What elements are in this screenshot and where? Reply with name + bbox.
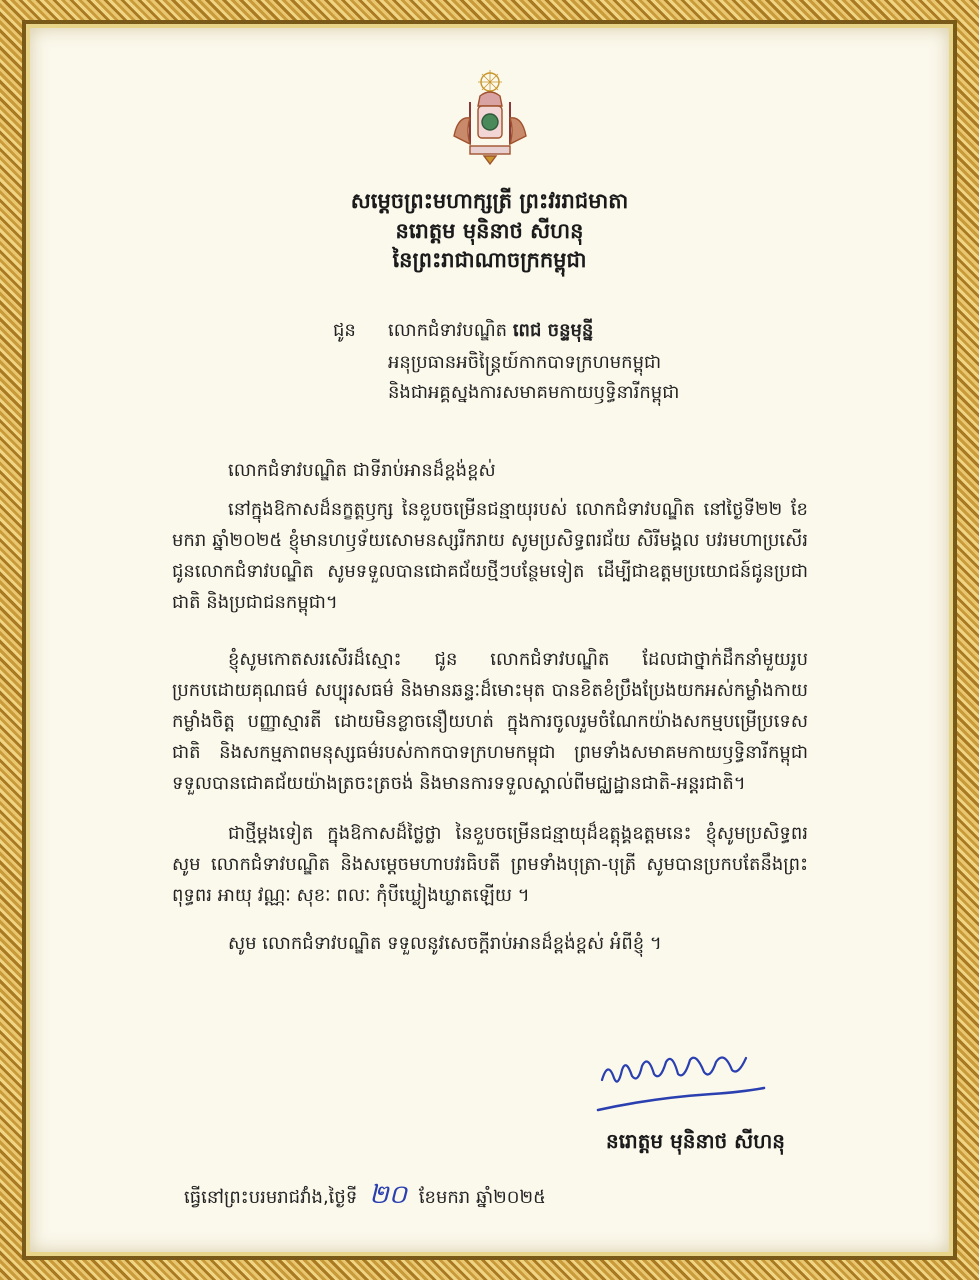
handwritten-signature-icon bbox=[592, 1040, 772, 1120]
recipient-label: ជូន bbox=[333, 320, 356, 341]
paragraph-4: សូម លោកជំទាវបណ្ឌិត ទទួលនូវសេចក្ដីរាប់អានដ៏ខ្ពង់ខ្ពស់ អំពីខ្ញុំ ។ bbox=[228, 933, 662, 954]
paragraph-3: ជាថ្មីម្ដងទៀត ក្នុងឱកាសដ៏ថ្លៃថ្លា នៃខួបចម្រើនជន្មាយុដ៏ឧត្តុង្គឧត្តមនេះ ខ្ញុំសូមប្រសិទ្ធពរ សូម លោកជំទាវបណ្ឌិត និងសម្ដេចមហាបវរធិបតី ព្រមទាំងបុត្រា-បុត្រី សូមបានប្រកបតែនឹងព្រះពុទ្ធពរ អាយុ វណ្ណៈ សុខៈ ពលៈ កុំបីឃ្លៀងឃ្លាតឡើយ ។ bbox=[172, 823, 808, 906]
header-title-line1: សម្ដេចព្រះមហាក្សត្រី ព្រះវររាជមាតា bbox=[350, 189, 629, 213]
recipient-name: ពេជ ចន្ទមុន្នី bbox=[512, 320, 594, 341]
signatory-name: នរោត្តម មុនិនាថ សីហនុ bbox=[606, 1129, 785, 1153]
date-line bbox=[184, 1178, 546, 1216]
recipient-role2: និងជាអគ្គស្នងការសមាគមកាយឫទ្ធិនារីកម្ពុជា bbox=[388, 382, 680, 403]
recipient-title: លោកជំទាវបណ្ឌិត bbox=[388, 320, 508, 341]
header-title-line3: នៃព្រះរាជាណាចក្រកម្ពុជា bbox=[392, 248, 587, 272]
recipient-name-line bbox=[388, 318, 593, 345]
date-suffix: ខែមករា ឆ្នាំ២០២៥ bbox=[418, 1187, 546, 1208]
date-prefix: ធ្វើនៅព្រះបរមរាជវាំង,ថ្ងៃទី bbox=[184, 1187, 358, 1208]
paragraph-1: នៅក្នុងឱកាសដ៏នក្ខត្តឫក្ស នៃខួបចម្រើនជន្មាយុរបស់ លោកជំទាវបណ្ឌិត នៅថ្ងៃទី២២ ខែមករា ឆ្នាំ២០២៥ ខ្ញុំមានហឫទ័យសោមនស្សរីករាយ សូមប្រសិទ្ធពរជ័យ សិរីមង្គល បវរមហាប្រសើរ ជូនលោកជំទាវបណ្ឌិត សូមទទួលបានជោគជ័យថ្មីៗបន្ថែមទៀត ដើម្បីជាឧត្តមប្រយោជន៍ជូនប្រជាជាតិ និងប្រជាជនកម្ពុជា។ bbox=[172, 499, 808, 613]
date-day: ២០ bbox=[368, 1180, 408, 1210]
paragraph-2: ខ្ញុំសូមកោតសរសើរដ៏ស្មោះ ជូន លោកជំទាវបណ្ឌិត ដែលជាថ្នាក់ដឹកនាំមួយរូប ប្រកបដោយគុណធម៌ សប្បុរសធម៌ និងមានឆន្ទៈដ៏មោះមុត បានខិតខំប្រឹងប្រែងយកអស់កម្លាំងកាយ កម្លាំងចិត្ត បញ្ញាស្មារតី ដោយមិនខ្លាចនឿយហត់ ក្នុងការចូលរួមចំណែកយ៉ាងសកម្មបម្រើប្រទេសជាតិ និងសកម្មភាពមនុស្សធម៌របស់កាកបាទក្រហមកម្ពុជា ព្រមទាំងសមាគមកាយឫទ្ធិនារីកម្ពុជា ទទួលបានជោគជ័យយ៉ាងត្រចះត្រចង់ និងមានការទទួលស្គាល់ពីមជ្ឈដ្ឋានជាតិ-អន្តរជាតិ។ bbox=[172, 649, 808, 794]
recipient-role1: អនុប្រធានអចិន្ត្រៃយ៍កាកបាទក្រហមកម្ពុជា bbox=[388, 352, 662, 373]
header-title-line2: នរោត្តម មុនិនាថ សីហនុ bbox=[395, 219, 584, 243]
salutation: លោកជំទាវបណ្ឌិត ជាទីរាប់អានដ៏ខ្ពង់ខ្ពស់ bbox=[228, 460, 496, 481]
royal-emblem-icon bbox=[440, 66, 540, 166]
